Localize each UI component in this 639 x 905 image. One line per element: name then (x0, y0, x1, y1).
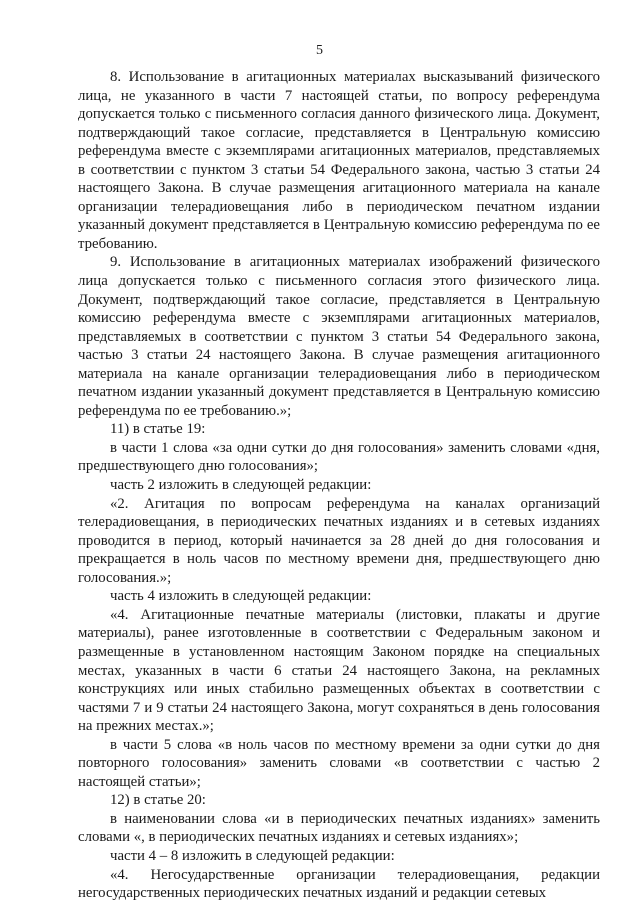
item-12-heading: 12) в статье 20: (110, 792, 206, 809)
document-body (78, 68, 600, 903)
item-11-heading: 11) в статье 19: (110, 421, 206, 438)
paragraph: в части 5 слова «в ноль часов по местному времени за одни сутки до дня повторного голосования» заменить словами «в соответствии с частью 2 настоящей статьи»; (78, 736, 600, 790)
paragraph: части 4 – 8 изложить в следующей редакции: (110, 847, 395, 864)
paragraph: часть 4 изложить в следующей редакции: (110, 588, 372, 605)
paragraph-9: 9. Использование в агитационных материалах изображений физического лица допускается только с письменного согласия этого физического лица. Документ, подтверждающий такое согласие, представляется в Центральную комиссию референдума вместе с экземплярами агитационных материалов, представляемых в соответствии с пунктом 3 статьи 54 Федерального закона, частью 3 статьи 24 настоящего Закона. В случае размещения агитационного материала на канале организации телерадиовещания либо в периодическом печатном издании указанный документ представляется в Центральную комиссию референдума по ее требованию.»; (78, 254, 600, 419)
page-number: 5 (316, 43, 323, 58)
paragraph: «4. Агитационные печатные материалы (листовки, плакаты и другие материалы), ранее изготовленные в соответствии с Федеральным законом и размещенные в установленном настоящим Законом порядке на специальных местах, указанных в части 6 статьи 24 настоящего Закона, на рекламных конструкциях или иных стабильно размещенных объектах в соответствии с частями 7 и 9 статьи 24 настоящего Закона, могут сохраняться в день голосования на прежних местах.»; (78, 606, 600, 735)
paragraph: часть 2 изложить в следующей редакции: (110, 477, 372, 494)
paragraph: в наименовании слова «и в периодических печатных изданиях» заменить словами «, в периодических печатных изданиях и сетевых изданиях»; (78, 810, 600, 846)
paragraph: в части 1 слова «за одни сутки до дня голосования» заменить словами «дня, предшествующего дню голосования»; (78, 439, 600, 475)
paragraph: «2. Агитация по вопросам референдума на каналах организаций телерадиовещания, в периодических печатных изданиях и в сетевых изданиях проводится в период, который начинается за 28 дней до дня голосования и прекращается в ноль часов по местному времени дня, предшествующего дню голосования.»; (78, 495, 600, 586)
paragraph-8: 8. Использование в агитационных материалах высказываний физического лица, не указанного в части 7 настоящей статьи, по вопросу референдума допускается только с письменного согласия данного физического лица. Документ, подтверждающий такое согласие, представляется в Центральную комиссию референдума вместе с экземплярами агитационных материалов, представляемых в соответствии с пунктом 3 статьи 54 Федерального закона, частью 3 статьи 24 настоящего Закона. В случае размещения агитационного материала на канале организации телерадиовещания либо в периодическом печатном издании указанный документ представляется в Центральную комиссию референдума по ее требованию. (78, 69, 600, 252)
paragraph: «4. Негосударственные организации телерадиовещания, редакции негосударственных периодических печатных изданий и редакции сетевых (78, 866, 600, 902)
